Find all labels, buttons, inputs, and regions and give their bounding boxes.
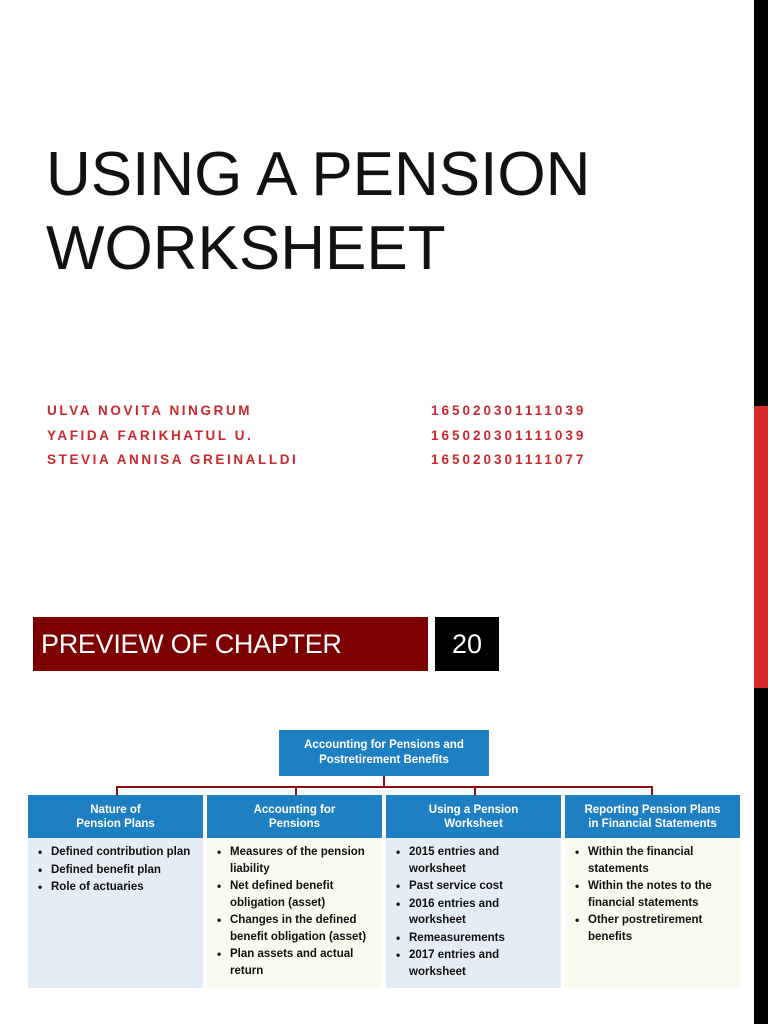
title-line-2: WORKSHEET [46,214,446,283]
diagram-column-nature-of-pension-plans [28,795,203,988]
author-id: 165020301111039 [431,403,587,418]
list-item: • Changes in the defined benefit obligation (asset) [213,912,378,945]
list-item: • Net defined benefit obligation (asset) [213,878,378,911]
list-item: • 2016 entries and worksheet [392,896,557,929]
title-line-1: USING A PENSION [46,140,591,209]
diagram-column-accounting-for-pensions [207,795,382,988]
author-row [47,428,647,453]
list-item: • Defined benefit plan [34,862,199,879]
connector-line [116,786,118,795]
column-heading [28,795,203,838]
list-item: • Past service cost [392,878,557,895]
chapter-number-badge: 20 [435,617,499,671]
column-body [565,838,740,988]
root-line-1: Accounting for Pensions and [304,739,464,751]
connector-line [474,786,476,795]
author-name: STEVIA ANNISA GREINALLDI [47,452,299,467]
list-item: • Within the notes to the financial statements [571,878,736,911]
column-body [207,838,382,988]
column-body [28,838,203,988]
list-item: • Remeasurements [392,930,557,947]
author-name: ULVA NOVITA NINGRUM [47,403,253,418]
author-id: 165020301111077 [431,452,587,467]
column-heading [565,795,740,838]
heading-line-2: in Financial Statements [588,817,717,830]
right-edge-accent [754,406,768,688]
heading-line-1: Reporting Pension Plans [584,803,721,816]
root-line-2: Postretirement Benefits [319,754,449,766]
list-item: • Defined contribution plan [34,844,199,861]
list-item: • Role of actuaries [34,879,199,896]
heading-line-1: Using a Pension [428,803,519,816]
author-row [47,452,647,477]
author-list [47,403,647,477]
author-row [47,403,647,428]
connector-line [295,786,297,795]
heading-line-2: Pensions [268,817,321,830]
list-item: • Other postretirement benefits [571,912,736,945]
heading-line-1: Accounting for [253,803,336,816]
column-body [386,838,561,988]
heading-line-2: Pension Plans [76,817,155,830]
list-item: • Measures of the pension liability [213,844,378,877]
preview-banner: PREVIEW OF CHAPTER [33,617,428,671]
connector-line [116,786,653,788]
list-item: • 2017 entries and worksheet [392,947,557,980]
list-item: • Within the financial statements [571,844,736,877]
heading-line-2: Worksheet [444,817,503,830]
column-heading [386,795,561,838]
list-item: • 2015 entries and worksheet [392,844,557,877]
author-id: 165020301111039 [431,427,587,443]
slide-title [46,138,736,286]
heading-line-1: Nature of [90,803,141,816]
column-heading [207,795,382,838]
connector-line [651,786,653,795]
right-edge-bar [754,0,768,1024]
diagram-column-reporting-pension-plans [565,795,740,988]
author-name: YAFIDA FARIKHATUL U. [47,427,254,443]
diagram-root-box [279,730,489,776]
diagram-column-using-a-pension-worksheet [386,795,561,988]
list-item: • Plan assets and actual return [213,946,378,979]
